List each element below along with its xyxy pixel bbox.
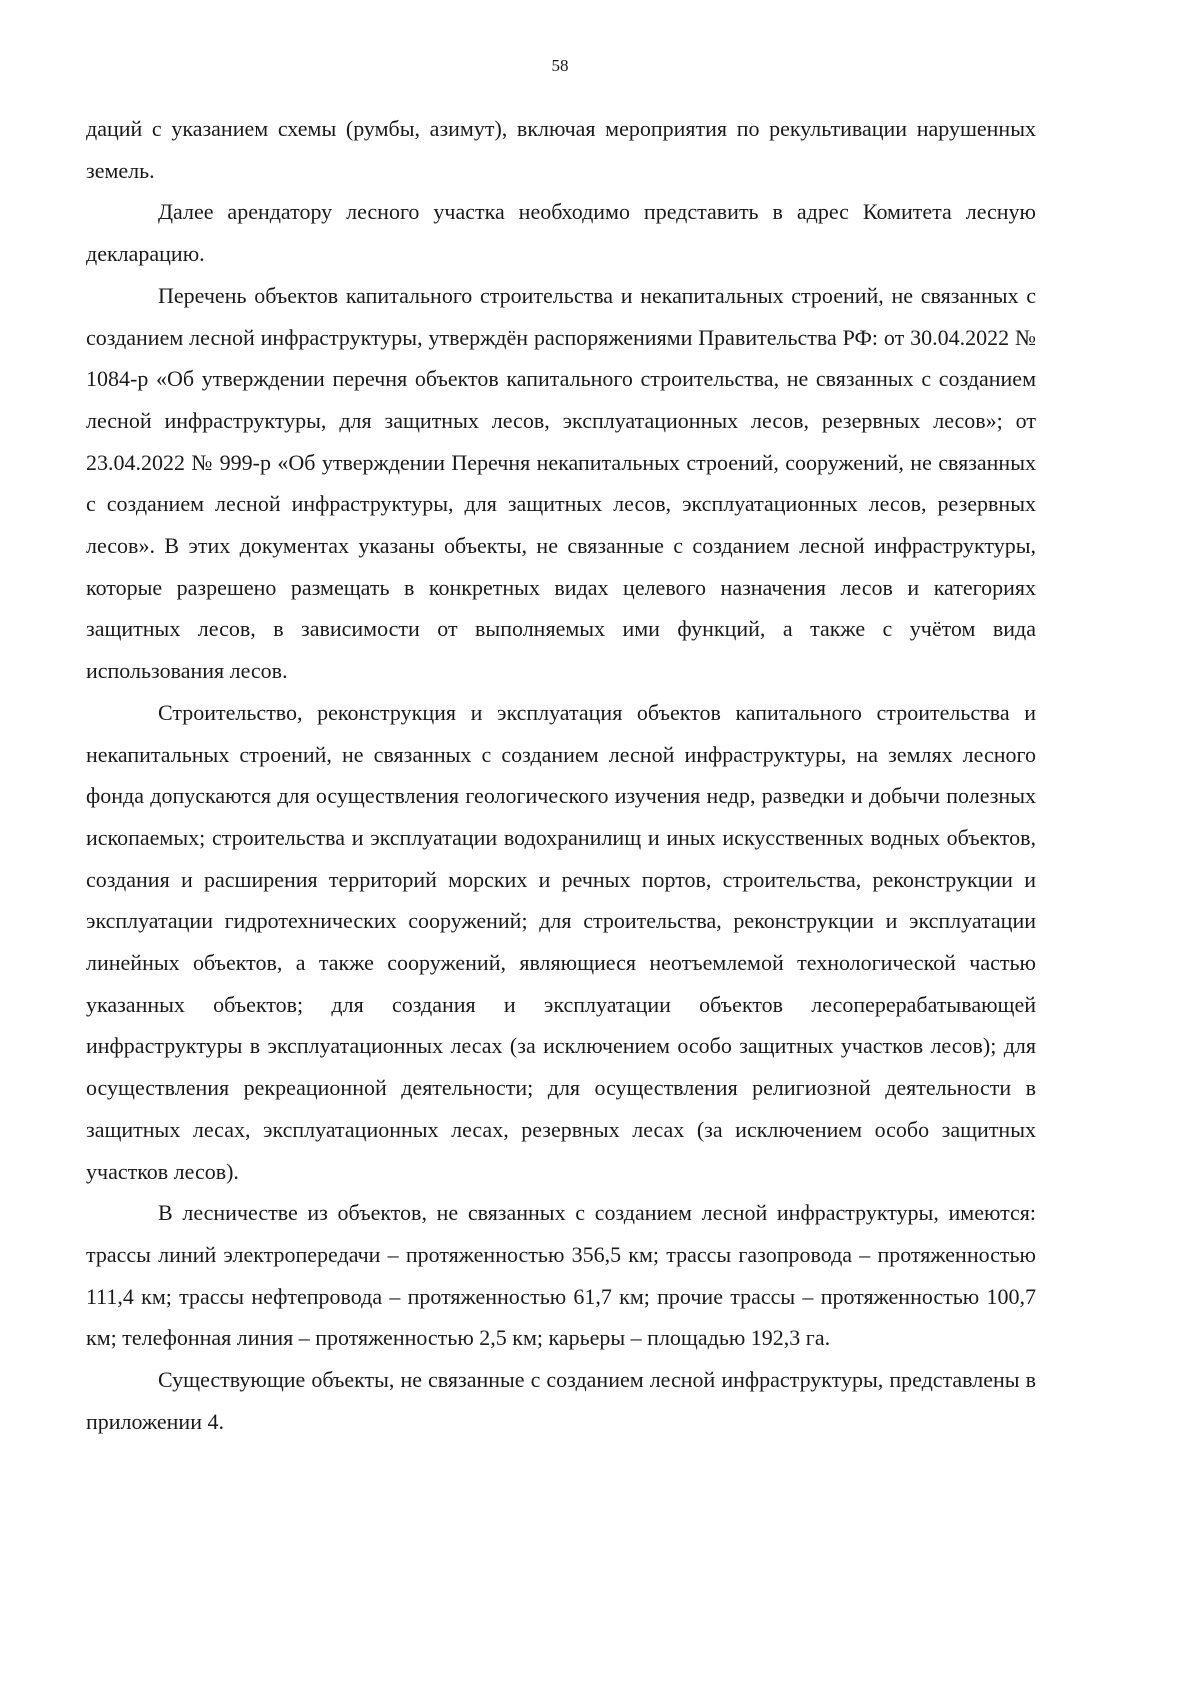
paragraph-continuation: даций с указанием схемы (румбы, азимут), включая мероприятия по рекультивации нарушенных земель. [86, 116, 1036, 183]
paragraph-construction-permitted: Строительство, реконструкция и эксплуатация объектов капитального строительства и некапитальных строений, не связанных с созданием лесной инфраструктуры, на землях лесного фонда допускаются для осуществления геологического изучения недр, разведки и добычи полезных ископаемых; строительства и эксплуатации водохранилищ и иных искусственных водных объектов, создания и расширения территорий морских и речных портов, строительства, реконструкции и эксплуатации гидротехнических сооружений; для строительства, реконструкции и эксплуатации линейных объектов, а также сооружений, являющиеся неотъемлемой технологической частью указанных объектов; для создания и эксплуатации объектов лесоперерабатывающей инфраструктуры в эксплуатационных лесах (за исключением особо защитных участков лесов); для осуществления рекреационной деятельности; для осуществления религиозной деятельности в защитных лесах, эксплуатационных лесах, резервных лесах (за исключением особо защитных участков лесов). [86, 699, 1036, 1184]
paragraph-objects-list: Перечень объектов капитального строительства и некапитальных строений, не связанных с созданием лесной инфраструктуры, утверждён распоряжениями Правительства РФ: от 30.04.2022 № 1084-р «Об утверждении перечня объектов капитального строительства, не связанных с созданием лесной инфраструктуры, для защитных лесов, эксплуатационных лесов, резервных лесов»; от 23.04.2022 № 999-р «Об утверждении Перечня некапитальных строений, сооружений, не связанных с созданием лесной инфраструктуры, для защитных лесов, эксплуатационных лесов, резервных лесов». В этих документах указаны объекты, не связанные с созданием лесной инфраструктуры, которые разрешено размещать в конкретных видах целевого назначения лесов и категориях защитных лесов, в зависимости от выполняемых ими функций, а также с учётом вида использования лесов. [86, 282, 1036, 684]
document-body [86, 108, 1036, 1443]
paragraph-lease-declaration: Далее арендатору лесного участка необходимо представить в адрес Комитета лесную декларацию. [86, 199, 1036, 267]
paragraph-appendix-reference: Существующие объекты, не связанные с созданием лесной инфраструктуры, представлены в приложении 4. [86, 1367, 1036, 1434]
page-number: 58 [551, 56, 569, 75]
paragraph-existing-lines: В лесничестве из объектов, не связанных с созданием лесной инфраструктуры, имеются: трассы линий электропередачи – протяженностью 356,5 км; трассы газопровода – протяженностью 111,4 км; трассы нефтепровода – протяженностью 61,7 км; прочие трассы – протяженностью 100,7 км; телефонная линия – протяженностью 2,5 км; карьеры – площадью 192,3 га. [86, 1200, 1036, 1351]
